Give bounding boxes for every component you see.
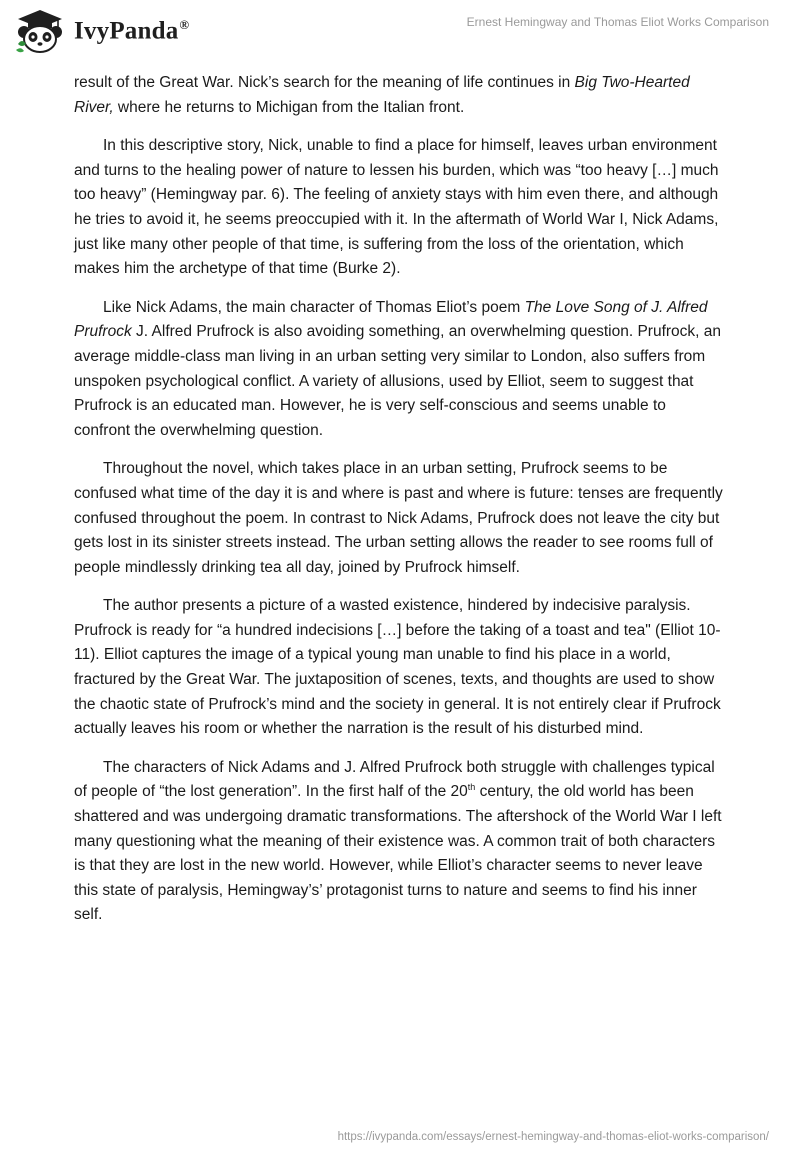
paragraph-4: The author presents a picture of a wasted existence, hindered by indecisive paralysis. Prufrock is ready for “a hundred indecisions […] before the taking of a toast and tea" (Elliot 10-11). Elliot captures the image of a typical young man unable to find his place in a world, fractured by the Great War. The juxtaposition of scenes, texts, and thoughts are used to show the chaotic state of Prufrock’s mind and the society in general. It is not entirely clear if Prufrock actually leaves his room or whether the narration is the result of his disturbed mind. xyxy=(74,597,721,738)
page-header xyxy=(0,0,800,70)
paragraph-2: Like Nick Adams, the main character of Thomas Eliot’s poem The Love Song of J. Alfred Prufrock J. Alfred Prufrock is also avoiding something, an overwhelming question. Prufrock, an average middle-class man living in an urban setting very similar to London, also suffers from unspoken psychological conflict. A variety of allusions, used by Elliot, seem to suggest that Prufrock is an educated man. However, he is very self-conscious and seems unable to confront the overwhelming question. xyxy=(74,298,722,439)
brand-name: IvyPanda® xyxy=(74,16,190,45)
paragraph-continuation: result of the Great War. Nick’s search for the meaning of life continues in Big Two-Hearted River, where he returns to Michigan from the Italian front. xyxy=(74,74,690,116)
paragraph-5: The characters of Nick Adams and J. Alfred Prufrock both struggle with challenges typical of people of “the lost generation”. In the first half of the 20th century, the old world has been shattered and was undergoing dramatic transformations. The aftershock of the World War I left many questioning what the meaning of their existence was. A common trait of both characters is that they are lost in the new world. However, while Elliot’s character seems to never leave this state of paralysis, Hemingway’s’ protagonist turns to nature and seems to find his inner self. xyxy=(74,758,722,924)
panda-logo-icon xyxy=(14,8,66,54)
title-love-song-prufrock: The Love Song of J. Alfred Prufrock xyxy=(74,298,708,341)
essay-body xyxy=(74,71,724,942)
ordinal-superscript: th xyxy=(467,782,476,793)
source-url[interactable]: https://ivypanda.com/essays/ernest-hemingway-and-thomas-eliot-works-comparison/ xyxy=(337,1131,769,1143)
title-big-two-hearted-river: Big Two-Hearted River, xyxy=(74,74,690,116)
ivypanda-logo[interactable] xyxy=(14,8,189,54)
paragraph-1: In this descriptive story, Nick, unable to find a place for himself, leaves urban environment and turns to the healing power of nature to lessen his burden, which was “too heavy […] much too heavy” (Hemingway par. 6). The feeling of anxiety stays with him even there, and although he tries to avoid it, he seems preoccupied with it. In the aftermath of World War I, Nick Adams, just like many other people of that time, is suffering from the loss of the orientation, which makes him the archetype of that time (Burke 2). xyxy=(74,137,719,278)
paragraph-3: Throughout the novel, which takes place in an urban setting, Prufrock seems to be confused what time of the day it is and where is past and where is future: tenses are frequently confused throughout the poem. In contrast to Nick Adams, Prufrock does not leave the city but gets lost in its sinister streets instead. The urban setting allows the reader to see rooms full of people mindlessly drinking tea all day, joined by Prufrock himself. xyxy=(74,460,723,576)
registered-mark: ® xyxy=(179,16,190,32)
document-title: Ernest Hemingway and Thomas Eliot Works Comparison xyxy=(466,15,769,29)
